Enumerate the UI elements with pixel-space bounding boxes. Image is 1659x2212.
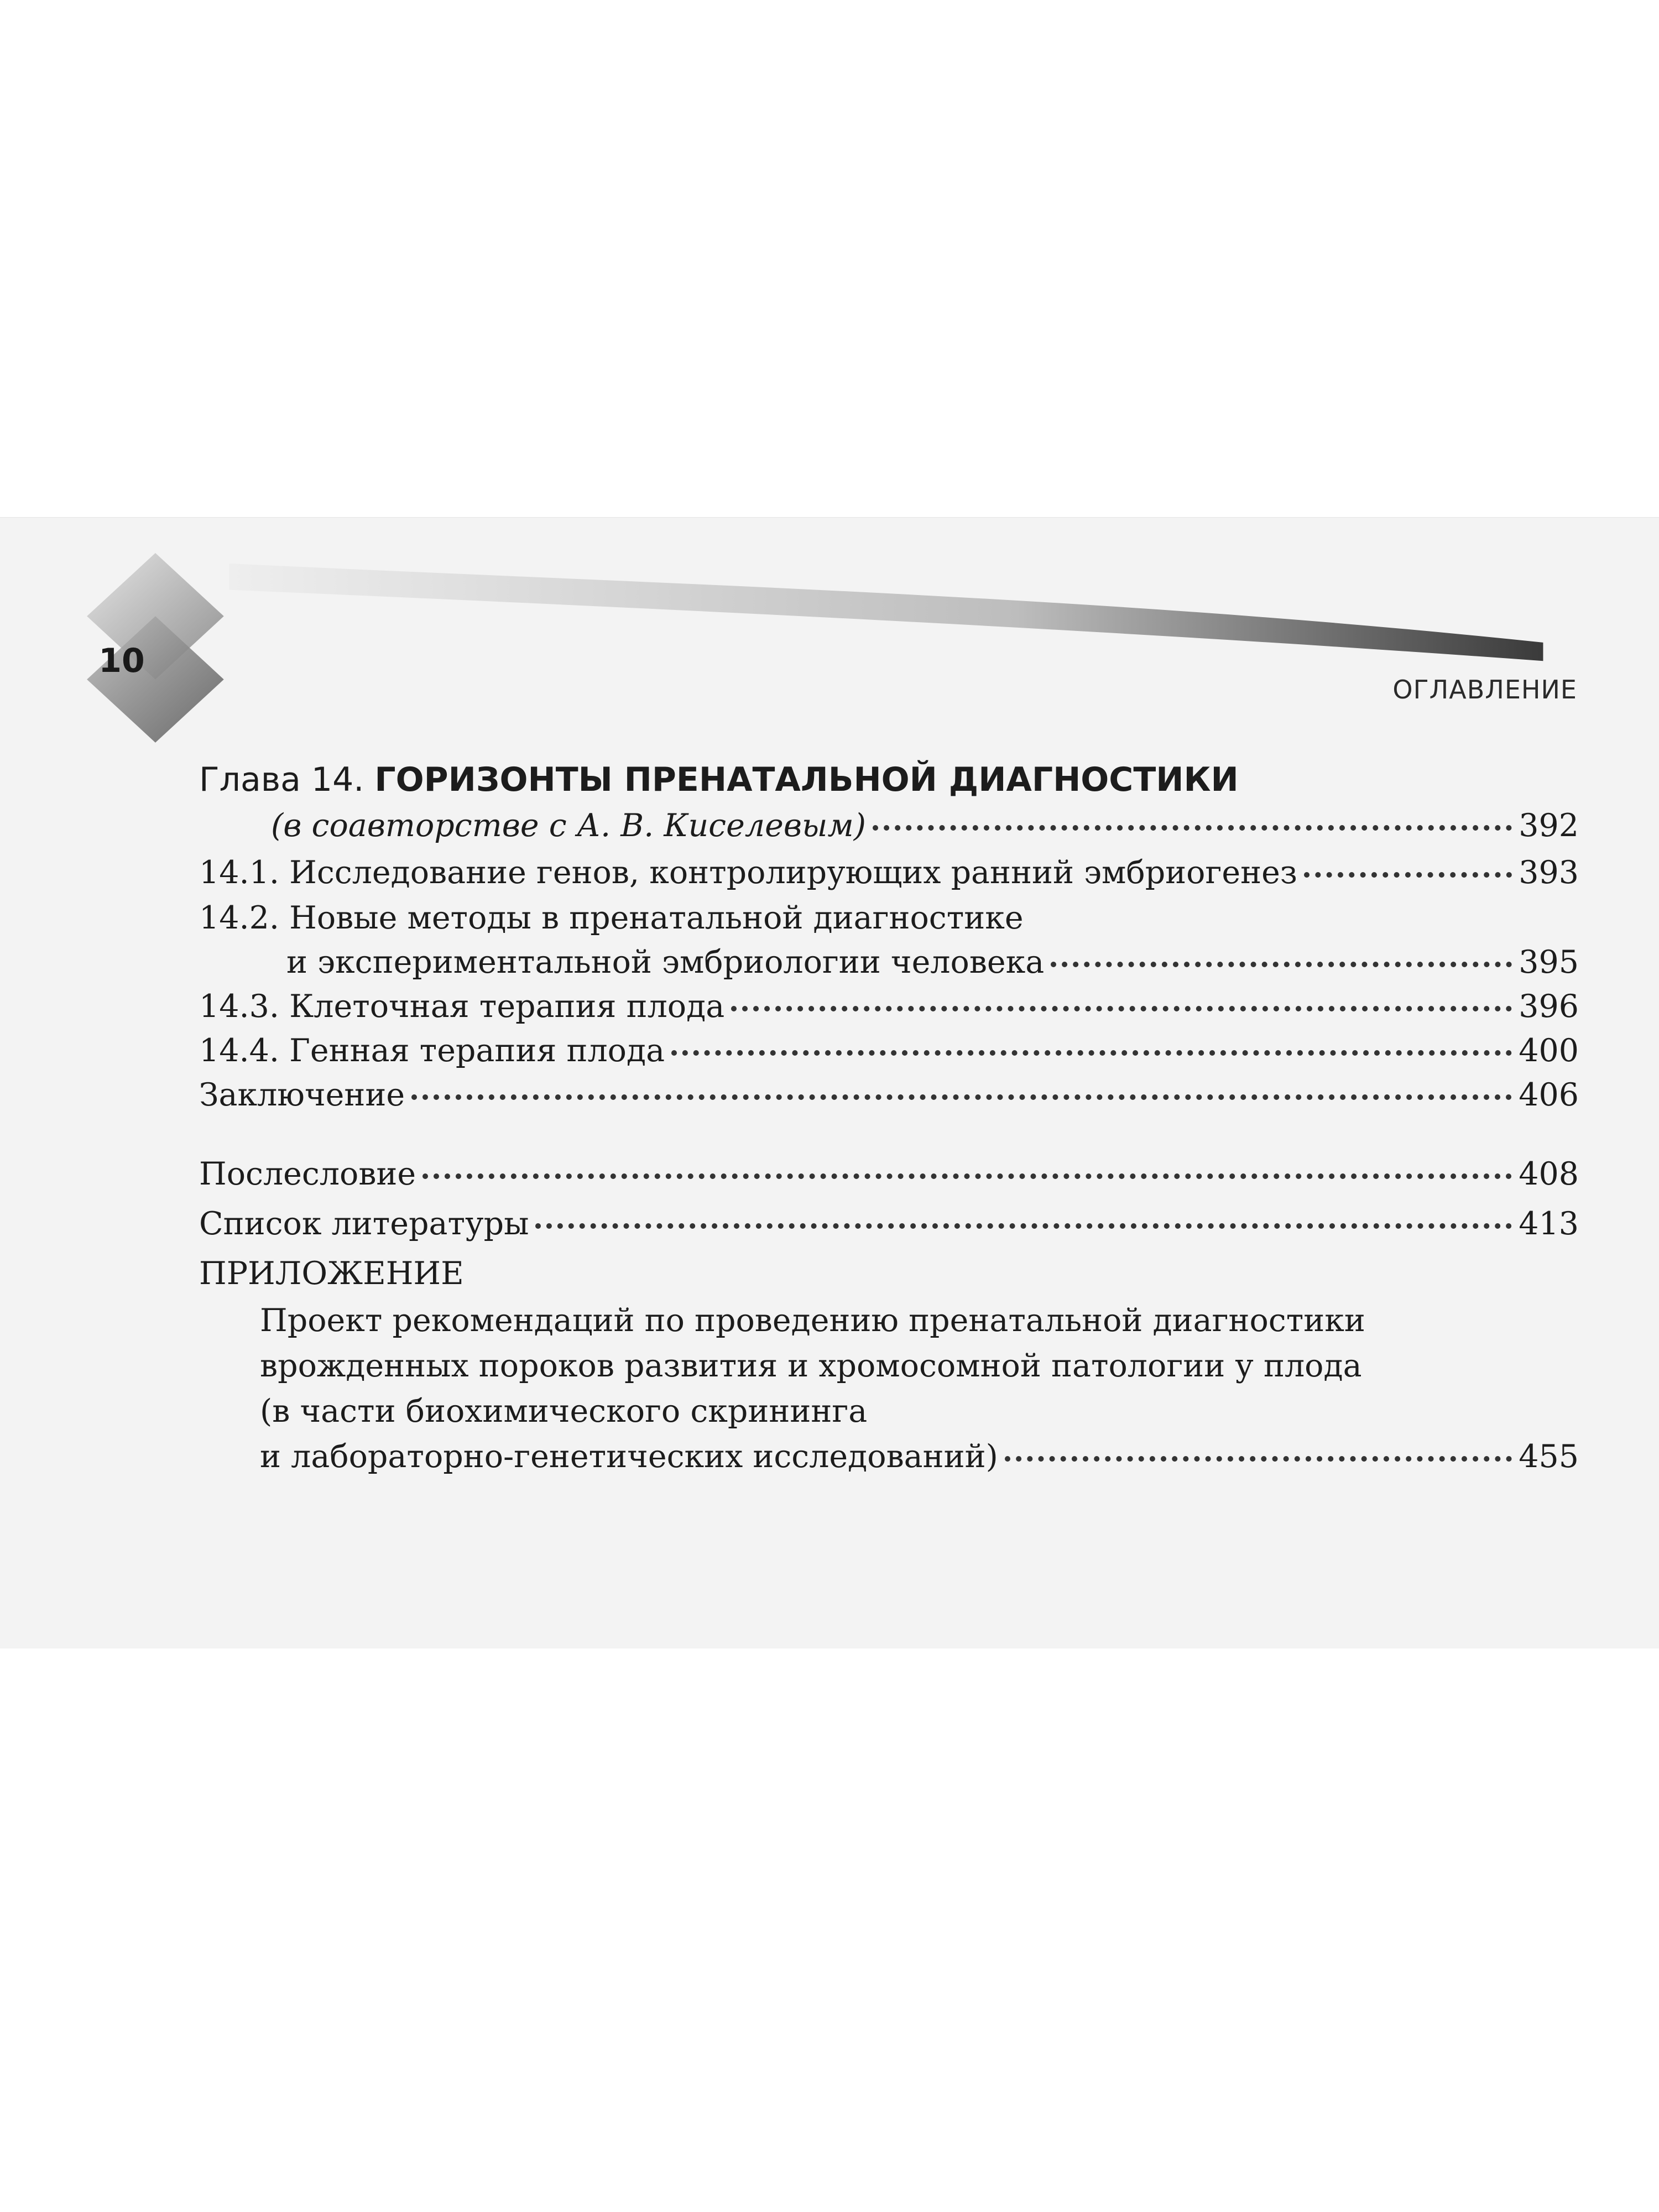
page-ref: 400 bbox=[1519, 1032, 1579, 1069]
page-ref: 393 bbox=[1519, 854, 1579, 891]
toc-entry-appendix[interactable]: и лабораторно-генетических исследований) 455 bbox=[260, 1438, 1579, 1475]
appendix-line: Проект рекомендаций по проведению пренатальной диагностики bbox=[260, 1302, 1365, 1339]
appendix-line: врожденных пороков развития и хромосомной патологии у плода bbox=[260, 1348, 1362, 1384]
leader-dots bbox=[1005, 1456, 1512, 1462]
toc-entry-references[interactable] bbox=[199, 1206, 1579, 1250]
entry-title: Список литературы bbox=[199, 1206, 529, 1242]
toc-entry-section[interactable] bbox=[199, 900, 1579, 944]
toc-entry-section-continued[interactable] bbox=[199, 944, 1579, 988]
leader-dots bbox=[411, 1094, 1512, 1100]
chapter-coauthor: (в соавторстве с А. В. Киселевым) bbox=[271, 807, 866, 844]
page-number: 10 bbox=[98, 641, 145, 680]
leader-dots bbox=[731, 1006, 1512, 1011]
page-ref: 406 bbox=[1519, 1077, 1579, 1113]
appendix-line: (в части биохимического скрининга bbox=[260, 1393, 868, 1430]
leader-dots bbox=[422, 1173, 1512, 1179]
toc-entry-chapter[interactable] bbox=[199, 807, 1579, 852]
leader-dots bbox=[535, 1223, 1512, 1229]
page-ref: 413 bbox=[1519, 1206, 1579, 1242]
toc-entry-conclusion[interactable] bbox=[199, 1077, 1579, 1121]
toc-entry-afterword[interactable] bbox=[199, 1156, 1579, 1200]
section-title: 14.3. Клеточная терапия плода bbox=[199, 988, 725, 1025]
section-title: и экспериментальной эмбриологии человека bbox=[286, 944, 1045, 980]
chapter-heading bbox=[199, 760, 1579, 805]
toc-entry-section[interactable] bbox=[199, 854, 1579, 899]
leader-dots bbox=[873, 825, 1512, 831]
page-ref: 408 bbox=[1519, 1156, 1579, 1192]
header-ornament bbox=[0, 553, 1659, 774]
section-title: 14.2. Новые методы в пренатальной диагностике bbox=[199, 900, 1024, 936]
toc-entry-section[interactable] bbox=[199, 1032, 1579, 1077]
section-title: 14.1. Исследование генов, контролирующих ранний эмбриогенез bbox=[199, 854, 1297, 891]
header-swoosh bbox=[229, 564, 1543, 661]
page-ref: 395 bbox=[1519, 944, 1579, 980]
chapter-label: Глава 14. bbox=[199, 760, 364, 799]
page-ref: 455 bbox=[1519, 1438, 1579, 1475]
entry-title: Послесловие bbox=[199, 1156, 416, 1192]
page-ref: 392 bbox=[1519, 807, 1579, 844]
entry-title: Заключение bbox=[199, 1077, 405, 1113]
appendix-heading: ПРИЛОЖЕНИЕ bbox=[199, 1255, 464, 1292]
leader-dots bbox=[1051, 962, 1512, 967]
chapter-title: ГОРИЗОНТЫ ПРЕНАТАЛЬНОЙ ДИАГНОСТИКИ bbox=[374, 760, 1239, 799]
leader-dots bbox=[1304, 872, 1512, 878]
leader-dots bbox=[671, 1050, 1512, 1056]
section-title: 14.4. Генная терапия плода bbox=[199, 1032, 665, 1069]
page-ref: 396 bbox=[1519, 988, 1579, 1025]
running-head: ОГЛАВЛЕНИЕ bbox=[1392, 675, 1577, 705]
toc-entry-section[interactable] bbox=[199, 988, 1579, 1032]
